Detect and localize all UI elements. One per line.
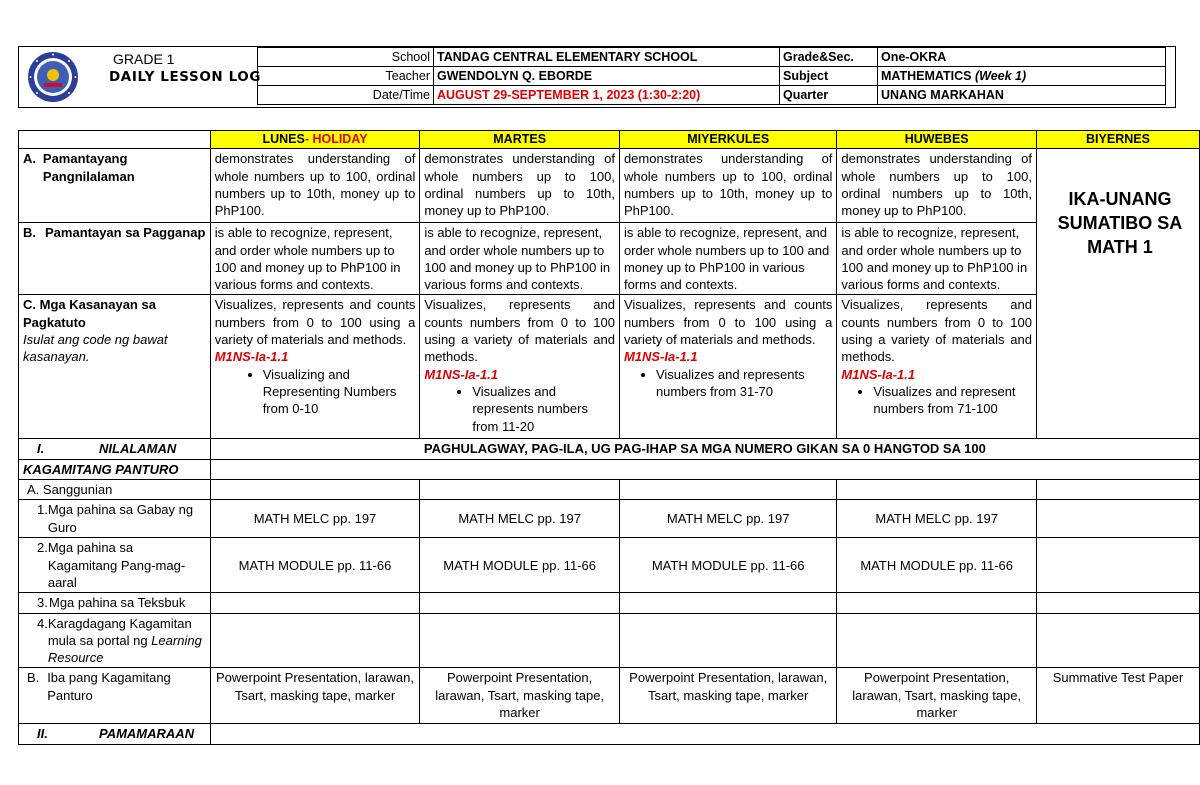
sanggunian-fri (1036, 480, 1199, 500)
sanggunian-wed (619, 480, 836, 500)
teksbuk-tue (420, 593, 620, 613)
teksbuk-fri (1036, 593, 1199, 613)
row-c-thursday (837, 295, 1037, 439)
school-label: School (258, 48, 434, 67)
iba-pang-text: Iba pang Kagamitang Panturo (47, 670, 171, 703)
kagamitang-panturo-value (210, 459, 1199, 479)
row-c-thursday-text: Visualizes, represents and counts numbers from 0 to 100 using a variety of materials and methods. (841, 297, 1032, 365)
iba-pang-friday: Summative Test Paper (1036, 668, 1199, 724)
module-friday (1036, 538, 1199, 593)
gabay-text: Mga pahina sa Gabay ng Guro (47, 502, 194, 535)
karagdagang-wed (619, 613, 836, 668)
pamamaraan-label (19, 724, 211, 744)
karagdagang-label (19, 613, 211, 668)
quarter-label: Quarter (780, 86, 878, 105)
gabay-tuesday: MATH MELC pp. 197 (420, 500, 620, 538)
karagdagang-num: 4. (37, 615, 48, 631)
friday-summative-text: IKA-UNANG SUMATIBO SA MATH 1 (1057, 189, 1183, 258)
datetime-value: AUGUST 29-SEPTEMBER 1, 2023 (1:30-2:20) (434, 86, 780, 105)
friday-summative-cell (1036, 149, 1199, 439)
gabay-num: 1. (37, 502, 48, 518)
subject-name: MATHEMATICS (881, 69, 972, 83)
iba-pang-monday: Powerpoint Presentation, larawan, Tsart, masking tape, marker (210, 668, 420, 724)
day-header-row (19, 131, 1200, 149)
karagdagang-fri (1036, 613, 1199, 668)
corner-cell (19, 131, 211, 149)
karagdagang-mon (210, 613, 420, 668)
row-c-wednesday-code: M1NS-Ia-1.1 (623, 349, 698, 365)
row-b-label (19, 223, 211, 295)
row-c-monday (210, 295, 420, 439)
gabay-thursday: MATH MELC pp. 197 (837, 500, 1037, 538)
header-box (18, 46, 1176, 108)
quarter-value: UNANG MARKAHAN (878, 86, 1166, 105)
row-sanggunian (19, 480, 1200, 500)
module-wednesday: MATH MODULE pp. 11-66 (619, 538, 836, 593)
row-pamamaraan (19, 724, 1200, 744)
row-nilalaman (19, 439, 1200, 459)
module-tuesday: MATH MODULE pp. 11-66 (420, 538, 620, 593)
datetime-label: Date/Time (258, 86, 434, 105)
subject-week: (Week 1) (974, 69, 1027, 83)
row-c-thursday-code: M1NS-Ia-1.1 (841, 366, 916, 382)
pamamaraan-value (210, 724, 1199, 744)
karagdagang-text: Karagdagang Kagamitan mula sa portal ng (47, 615, 192, 648)
row-kagamitang-panturo (19, 459, 1200, 479)
row-a-prefix: A. (23, 151, 36, 167)
row-c-note: Isulat ang code ng bawat kasanayan. (23, 332, 168, 365)
row-b-wednesday: is able to recognize, represent, and order whole numbers up to 100 and money up to PhP100 in various forms and contexts. (619, 223, 836, 295)
karagdagang-thu (837, 613, 1037, 668)
nilalaman-text: NILALAMAN (99, 441, 177, 457)
row-karagdagang-kagamitan (19, 613, 1200, 668)
iba-pang-wednesday: Powerpoint Presentation, larawan, Tsart, masking tape, marker (619, 668, 836, 724)
subject-value (878, 67, 1166, 86)
row-c-text: C. Mga Kasanayan sa Pagkatuto (23, 297, 156, 330)
sanggunian-mon (210, 480, 420, 500)
gradesec-label: Grade&Sec. (780, 48, 878, 67)
sanggunian-tue (420, 480, 620, 500)
day-friday: BIYERNES (1036, 131, 1199, 149)
row-b-tuesday: is able to recognize, represent, and order whole numbers up to 100 and money up to PhP100 in various forms and contexts. (420, 223, 620, 295)
day-wednesday: MIYERKULES (619, 131, 836, 149)
nilalaman-num: I. (37, 441, 45, 457)
module-text: Mga pahina sa Kagamitang Pang-mag-aaral (47, 540, 186, 590)
info-table (257, 47, 1166, 105)
teksbuk-thu (837, 593, 1037, 613)
sanggunian-label: A. Sanggunian (19, 480, 211, 500)
row-c-tuesday-text: Visualizes, represents and counts numbers from 0 to 100 using a variety of materials and methods. (424, 297, 615, 365)
row-a-text: Pamantayang Pangnilalaman (42, 151, 135, 184)
module-num: 2. (37, 540, 48, 556)
row-kasanayan (19, 295, 1200, 439)
row-b-thursday: is able to recognize, represent, and order whole numbers up to 100 and money up to PhP100 in various forms and contexts. (837, 223, 1037, 295)
gabay-friday (1036, 500, 1199, 538)
deped-seal-icon (27, 51, 79, 103)
iba-pang-label (19, 668, 211, 724)
nilalaman-value: PAGHULAGWAY, PAG-ILA, UG PAG-IHAP SA MGA NUMERO GIKAN SA 0 HANGTOD SA 100 (210, 439, 1199, 459)
row-b-prefix: B. (23, 225, 36, 241)
teksbuk-wed (619, 593, 836, 613)
row-a-wednesday: demonstrates understanding of whole numbers up to 100, ordinal numbers up to 10th, money up to PhP100. (619, 149, 836, 223)
row-iba-pang-kagamitan (19, 668, 1200, 724)
teacher-value: GWENDOLYN Q. EBORDE (434, 67, 780, 86)
karagdagang-tue (420, 613, 620, 668)
row-c-label (19, 295, 211, 439)
row-b-monday: is able to recognize, represent, and order whole numbers up to 100 and money up to PhP100 in various forms and contexts. (210, 223, 420, 295)
row-c-thursday-bullet: • Visualizes and represent numbers from 71-100 (873, 383, 1032, 418)
gabay-monday: MATH MELC pp. 197 (210, 500, 420, 538)
document-title: DAILY LESSON LOG (109, 69, 262, 85)
module-label (19, 538, 211, 593)
row-c-monday-text: Visualizes, represents and counts numbers from 0 to 100 using a variety of materials and methods. (214, 297, 416, 348)
row-a-monday: demonstrates understanding of whole numbers up to 100, ordinal numbers up to 10th, money up to PhP100. (210, 149, 420, 223)
teksbuk-num: 3. (37, 595, 48, 611)
school-value: TANDAG CENTRAL ELEMENTARY SCHOOL (434, 48, 780, 67)
row-c-monday-bullet: • Visualizing and Representing Numbers from 0-10 (263, 366, 416, 418)
row-gabay-ng-guro (19, 500, 1200, 538)
pamamaraan-text: PAMAMARAAN (99, 726, 195, 742)
kagamitang-panturo-label: KAGAMITANG PANTURO (19, 459, 211, 479)
day-monday (210, 131, 420, 149)
gabay-wednesday: MATH MELC pp. 197 (619, 500, 836, 538)
teksbuk-label (19, 593, 211, 613)
iba-pang-thursday: Powerpoint Presentation, larawan, Tsart, masking tape, marker (837, 668, 1037, 724)
iba-pang-tuesday: Powerpoint Presentation, larawan, Tsart, masking tape, marker (420, 668, 620, 724)
teksbuk-mon (210, 593, 420, 613)
row-a-thursday: demonstrates understanding of whole numbers up to 100, ordinal numbers up to 10th, money up to PhP100. (837, 149, 1037, 223)
sanggunian-thu (837, 480, 1037, 500)
nilalaman-label (19, 439, 211, 459)
gabay-label (19, 500, 211, 538)
row-pamantayan-sa-pagganap (19, 223, 1200, 295)
row-c-tuesday (420, 295, 620, 439)
row-c-wednesday (619, 295, 836, 439)
iba-pang-prefix: B. (27, 670, 40, 686)
row-teksbuk (19, 593, 1200, 613)
day-monday-label: LUNES (262, 132, 305, 146)
row-a-tuesday: demonstrates understanding of whole numbers up to 100, ordinal numbers up to 10th, money up to PhP100. (420, 149, 620, 223)
row-c-tuesday-code: M1NS-Ia-1.1 (424, 366, 499, 382)
module-monday: MATH MODULE pp. 11-66 (210, 538, 420, 593)
row-c-tuesday-bullet: • Visualizes and represents numbers from 11-20 (472, 383, 615, 435)
module-thursday: MATH MODULE pp. 11-66 (837, 538, 1037, 593)
day-tuesday: MARTES (420, 131, 620, 149)
row-a-label (19, 149, 211, 223)
grade-level: GRADE 1 (113, 51, 175, 67)
teksbuk-text: Mga pahina sa Teksbuk (49, 595, 186, 611)
row-kagamitang-pang-mag-aaral (19, 538, 1200, 593)
row-b-text: Pamantayan sa Pagganap (45, 225, 206, 241)
lesson-table (18, 130, 1200, 745)
holiday-note: - HOLIDAY (304, 132, 368, 146)
row-c-wednesday-bullet: • Visualizes and represents numbers from 31-70 (656, 366, 832, 401)
teacher-label: Teacher (258, 67, 434, 86)
subject-label: Subject (780, 67, 878, 86)
row-pamantayang-pangnilalaman (19, 149, 1200, 223)
row-c-monday-code: M1NS-Ia-1.1 (214, 349, 289, 365)
gradesec-value: One-OKRA (878, 48, 1166, 67)
day-thursday: HUWEBES (837, 131, 1037, 149)
row-c-wednesday-text: Visualizes, represents and counts numbers from 0 to 100 using a variety of materials and methods. (623, 297, 833, 348)
pamamaraan-num: II. (37, 726, 48, 742)
karagdagang-italic: Learning Resource (47, 632, 202, 666)
